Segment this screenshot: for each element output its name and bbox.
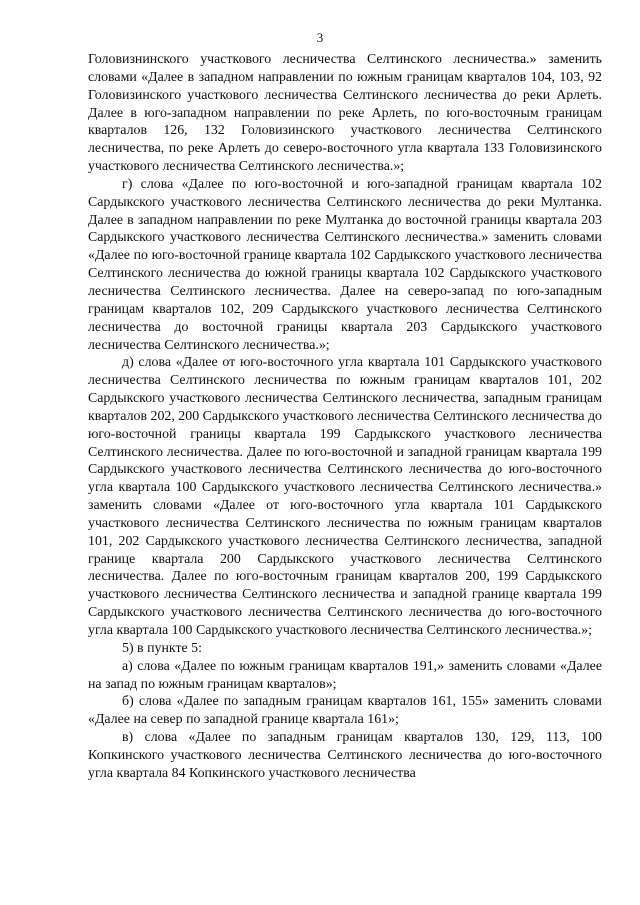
page-number: 3 [316,30,324,45]
paragraph-item-g: г) слова «Далее по юго-восточной и юго-западной границам квартала 102 Сардыкского участкового лесничества Селтинского лесничества до реки Мултанка. Далее в западном направлении по реке Мултанка до восточной границы квартала 203 Сардыкского участкового лесничества Селтинского лесничества.» заменить словами «Далее по юго-восточной границе квартала 102 Сардыкского участкового лесничества Селтинского лесничества до южной границы квартала 102 Сардыкского участкового лесничества Селтинского лесничества. Далее на северо-запад по юго-западным границам кварталов 102, 209 Сардыкского участкового лесничества Селтинского лесничества до восточной границы квартала 203 Сардыкского участкового лесничества Селтинского лесничества.»; [88,176,602,353]
paragraph-item-5a: а) слова «Далее по южным границам кварталов 191,» заменить словами «Далее на запад по южным границам кварталов»; [88,658,602,692]
paragraph-item-5: 5) в пункте 5: [122,640,202,656]
paragraph-continuation: Головизнинского участкового лесничества Селтинского лесничества.» заменить словами «Далее в западном направлении по южным границам кварталов 104, 103, 92 Головизинского участкового лесничества Селтинского лесничества до реки Арлеть. Далее в юго-западном направлении по реке Арлеть, по юго-восточным границам кварталов 126, 132 Головизинского участкового лесничества Селтинского лесничества, по реке Арлеть до северо-восточного угла квартала 133 Головизинского участкового лесничества Селтинского лесничества.»; [88,52,602,175]
paragraph-item-d: д) слова «Далее от юго-восточного угла квартала 101 Сардыкского участкового лесничества Селтинского лесничества по южным границам кварталов 101, 202 Сардыкского участкового лесничества Селтинского лесничества, западным границам кварталов 202, 200 Сардыкского участкового лесничества Селтинского лесничества до юго-восточной границы квартала 199 Сардыкского участкового лесничества Селтинского лесничества. Далее по юго-восточной и западной границам квартала 199 Сардыкского участкового лесничества Селтинского лесничества до юго-восточного угла квартала 100 Сардыкского участкового лесничества Селтинского лесничества.» заменить словами «Далее от юго-восточного угла квартала 101 Сардыкского участкового лесничества Селтинского лесничества по южным границам кварталов 101, 202 Сардыкского участкового лесничества Селтинского лесничества, западной границе квартала 200 Сардыкского участкового лесничества Селтинского лесничества. Далее по юго-восточным границам кварталов 200, 199 Сардыкского участкового лесничества Селтинского лесничества и западной границе квартала 199 Сардыкского участкового лесничества Селтинского лесничества до юго-восточного угла квартала 100 Сардыкского участкового лесничества Селтинского лесничества.»; [88,355,602,638]
paragraph-item-5v: в) слова «Далее по западным границам кварталов 130, 129, 113, 100 Копкинского участкового лесничества Селтинского лесничества до юго-восточного угла квартала 84 Копкинского участкового лесничества [88,730,602,781]
document-body [88,51,602,783]
paragraph-item-5b: б) слова «Далее по западным границам кварталов 161, 155» заменить словами «Далее на север по западной границе квартала 161»; [88,694,602,728]
